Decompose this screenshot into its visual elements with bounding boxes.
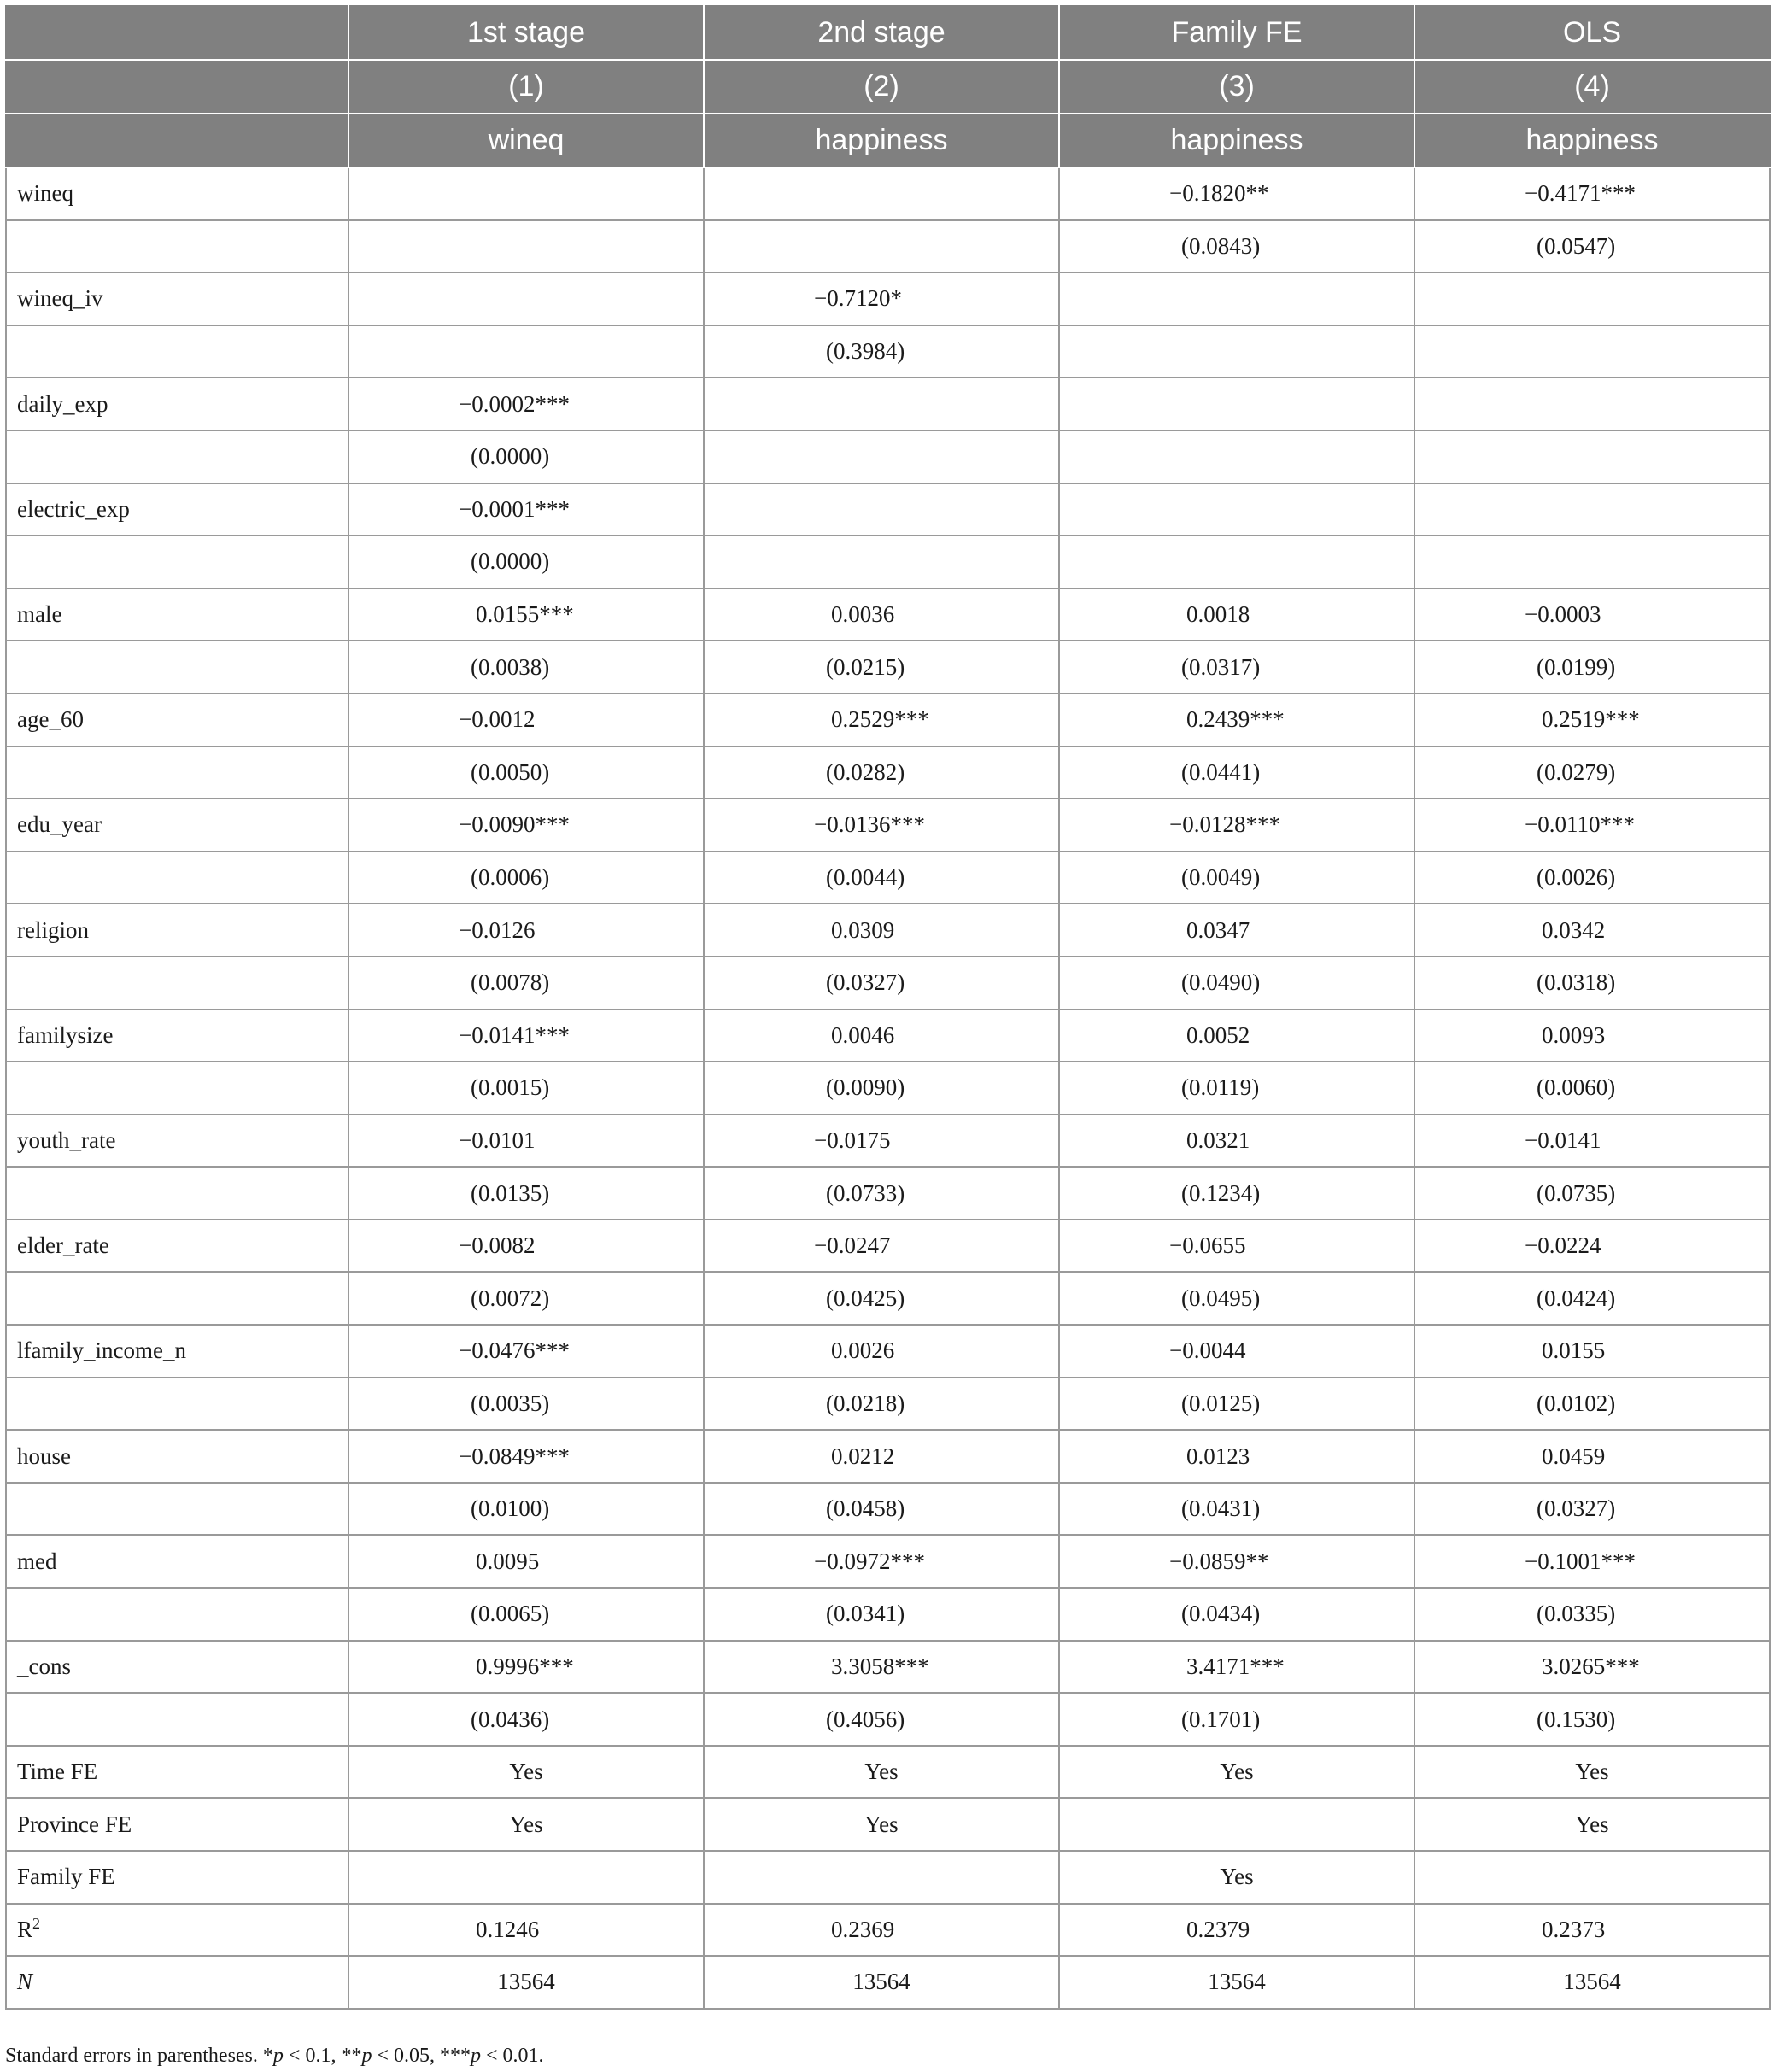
table-row: [6, 167, 1770, 220]
row-label: [6, 1535, 348, 1588]
table-header: [6, 6, 1770, 167]
table-row: [6, 1535, 1770, 1588]
row-label: [6, 272, 348, 325]
table-cell: 0.0347: [1059, 904, 1414, 957]
table-cell: −0.0476***: [348, 1325, 704, 1378]
row-label: [6, 904, 348, 957]
table-cell: (0.0199): [1414, 641, 1770, 694]
row-label-text: familysize: [17, 1021, 114, 1048]
header-cell: [6, 114, 348, 167]
table-row: [6, 1430, 1770, 1483]
table-cell: [348, 167, 704, 220]
table-row: [6, 1798, 1770, 1851]
table-cell: [704, 1851, 1059, 1904]
table-cell: 0.0155***: [348, 588, 704, 641]
table-cell: [704, 220, 1059, 273]
table-cell: 13564: [1414, 1956, 1770, 2009]
row-label: [6, 1272, 348, 1325]
table-row: [6, 694, 1770, 746]
table-cell: (0.0000): [348, 430, 704, 483]
table-cell: (0.1234): [1059, 1167, 1414, 1220]
table-cell: [1414, 1851, 1770, 1904]
table-cell: 13564: [704, 1956, 1059, 2009]
table-row: [6, 1851, 1770, 1904]
table-row: [6, 799, 1770, 852]
table-cell: [704, 483, 1059, 536]
regression-table: [5, 5, 1771, 2010]
table-row: [6, 1641, 1770, 1694]
table-cell: Yes: [348, 1746, 704, 1799]
table-cell: (0.0060): [1414, 1062, 1770, 1115]
table-cell: −0.0141***: [348, 1010, 704, 1062]
row-label-text: electric_exp: [17, 495, 130, 522]
table-cell: (0.0125): [1059, 1378, 1414, 1431]
table-cell: −0.0247: [704, 1220, 1059, 1273]
table-cell: 0.0212: [704, 1430, 1059, 1483]
table-cell: Yes: [348, 1798, 704, 1851]
table-cell: [348, 220, 704, 273]
table-cell: 0.1246: [348, 1904, 704, 1957]
table-row-std-errors: [6, 536, 1770, 588]
table-cell: (0.0135): [348, 1167, 704, 1220]
table-cell: −0.0136***: [704, 799, 1059, 852]
table-cell: (0.0335): [1414, 1588, 1770, 1641]
row-label: [6, 746, 348, 799]
table-cell: 0.0342: [1414, 904, 1770, 957]
table-cell: (0.0424): [1414, 1272, 1770, 1325]
table-cell: (0.3984): [704, 325, 1059, 378]
row-label: [6, 588, 348, 641]
row-label: [6, 1798, 348, 1851]
row-label-text: wineq: [17, 180, 73, 207]
row-label-text: _cons: [17, 1653, 71, 1679]
table-cell: (0.1701): [1059, 1693, 1414, 1746]
table-cell: (0.0318): [1414, 957, 1770, 1010]
header-cell: OLS: [1414, 6, 1770, 60]
table-cell: [1414, 536, 1770, 588]
table-row-std-errors: [6, 325, 1770, 378]
table-cell: (0.0078): [348, 957, 704, 1010]
table-cell: 0.2379: [1059, 1904, 1414, 1957]
row-label: [6, 220, 348, 273]
table-cell: (0.0006): [348, 852, 704, 904]
row-label-text: male: [17, 601, 62, 628]
header-cell: (4): [1414, 60, 1770, 114]
row-label: [6, 1430, 348, 1483]
row-label-text: N: [17, 1969, 33, 1995]
table-row-std-errors: [6, 1272, 1770, 1325]
table-cell: (0.0434): [1059, 1588, 1414, 1641]
table-row-std-errors: [6, 1693, 1770, 1746]
row-label: [6, 957, 348, 1010]
table-cell: −0.0126: [348, 904, 704, 957]
table-cell: (0.0000): [348, 536, 704, 588]
table-cell: 0.2439***: [1059, 694, 1414, 746]
row-label: [6, 1220, 348, 1273]
row-label-superscript: 2: [32, 1914, 41, 1932]
table-row-std-errors: [6, 1483, 1770, 1536]
table-cell: −0.0003: [1414, 588, 1770, 641]
table-row: [6, 1115, 1770, 1168]
table-cell: −0.0002***: [348, 378, 704, 430]
table-cell: −0.0141: [1414, 1115, 1770, 1168]
table-cell: (0.0490): [1059, 957, 1414, 1010]
table-cell: 0.2519***: [1414, 694, 1770, 746]
row-label: [6, 1588, 348, 1641]
table-row: [6, 483, 1770, 536]
table-cell: 0.0018: [1059, 588, 1414, 641]
table-cell: (0.0735): [1414, 1167, 1770, 1220]
row-label: [6, 1693, 348, 1746]
table-row: [6, 272, 1770, 325]
header-cell: [6, 60, 348, 114]
row-label: [6, 1325, 348, 1378]
table-cell: 0.0093: [1414, 1010, 1770, 1062]
row-label: [6, 430, 348, 483]
row-label: [6, 1062, 348, 1115]
table-row: [6, 1325, 1770, 1378]
table-cell: [1059, 1798, 1414, 1851]
table-cell: (0.0327): [704, 957, 1059, 1010]
table-cell: 3.0265***: [1414, 1641, 1770, 1694]
table-cell: −0.1820**: [1059, 167, 1414, 220]
table-cell: (0.0341): [704, 1588, 1059, 1641]
table-row-std-errors: [6, 1062, 1770, 1115]
table-cell: (0.0547): [1414, 220, 1770, 273]
table-cell: [704, 378, 1059, 430]
table-row-std-errors: [6, 1167, 1770, 1220]
table-cell: [348, 325, 704, 378]
table-cell: 0.0052: [1059, 1010, 1414, 1062]
table-cell: 0.2529***: [704, 694, 1059, 746]
table-cell: −0.7120*: [704, 272, 1059, 325]
table-cell: (0.0119): [1059, 1062, 1414, 1115]
header-cell: happiness: [704, 114, 1059, 167]
table-cell: (0.0282): [704, 746, 1059, 799]
table-cell: (0.0215): [704, 641, 1059, 694]
table-row: [6, 378, 1770, 430]
table-row-std-errors: [6, 1588, 1770, 1641]
table-row-std-errors: [6, 957, 1770, 1010]
table-cell: (0.0327): [1414, 1483, 1770, 1536]
table-cell: −0.0082: [348, 1220, 704, 1273]
row-label: [6, 1483, 348, 1536]
table-row: [6, 588, 1770, 641]
table-cell: [1059, 325, 1414, 378]
table-row: [6, 1746, 1770, 1799]
table-cell: 0.0036: [704, 588, 1059, 641]
table-cell: [704, 167, 1059, 220]
table-cell: [1059, 272, 1414, 325]
table-cell: (0.0425): [704, 1272, 1059, 1325]
table-row-std-errors: [6, 852, 1770, 904]
table-cell: (0.0279): [1414, 746, 1770, 799]
table-cell: [348, 1851, 704, 1904]
table-cell: (0.0049): [1059, 852, 1414, 904]
table-cell: 0.2369: [704, 1904, 1059, 1957]
row-label: [6, 1746, 348, 1799]
table-cell: 13564: [1059, 1956, 1414, 2009]
table-cell: Yes: [1059, 1746, 1414, 1799]
table-cell: −0.0001***: [348, 483, 704, 536]
table-cell: (0.0495): [1059, 1272, 1414, 1325]
row-label: [6, 799, 348, 852]
table-row: [6, 904, 1770, 957]
table-cell: Yes: [1059, 1851, 1414, 1904]
row-label-text: Province FE: [17, 1811, 132, 1837]
row-label-text: Family FE: [17, 1864, 115, 1890]
row-label-text: elder_rate: [17, 1232, 109, 1259]
row-label: [6, 1641, 348, 1694]
row-label-text: age_60: [17, 706, 84, 733]
table-cell: (0.0100): [348, 1483, 704, 1536]
row-label: [6, 1010, 348, 1062]
table-cell: 0.2373: [1414, 1904, 1770, 1957]
table-cell: (0.0218): [704, 1378, 1059, 1431]
table-cell: 0.0095: [348, 1535, 704, 1588]
table-row-std-errors: [6, 220, 1770, 273]
table-cell: 0.9996***: [348, 1641, 704, 1694]
row-label: [6, 167, 348, 220]
row-label-text: daily_exp: [17, 390, 108, 417]
header-cell: wineq: [348, 114, 704, 167]
table-cell: −0.0972***: [704, 1535, 1059, 1588]
header-cell: Family FE: [1059, 6, 1414, 60]
header-cell: (1): [348, 60, 704, 114]
table-cell: (0.0317): [1059, 641, 1414, 694]
table-row: [6, 1904, 1770, 1957]
table-row-std-errors: [6, 1378, 1770, 1431]
row-label-text: edu_year: [17, 811, 102, 838]
table-row: [6, 1956, 1770, 2009]
table-row-std-errors: [6, 641, 1770, 694]
table-cell: 0.0309: [704, 904, 1059, 957]
row-label: [6, 1851, 348, 1904]
table-cell: 0.0123: [1059, 1430, 1414, 1483]
table-cell: −0.0849***: [348, 1430, 704, 1483]
table-cell: −0.1001***: [1414, 1535, 1770, 1588]
row-label-text: R: [17, 1916, 33, 1942]
table-cell: (0.0050): [348, 746, 704, 799]
table-cell: [1059, 378, 1414, 430]
table-cell: −0.0224: [1414, 1220, 1770, 1273]
table-cell: 0.0046: [704, 1010, 1059, 1062]
row-label: [6, 1378, 348, 1431]
table-cell: 0.0459: [1414, 1430, 1770, 1483]
table-cell: Yes: [1414, 1746, 1770, 1799]
table-cell: 3.3058***: [704, 1641, 1059, 1694]
table-cell: (0.0044): [704, 852, 1059, 904]
table-cell: (0.0065): [348, 1588, 704, 1641]
table-row-std-errors: [6, 430, 1770, 483]
table-cell: −0.0859**: [1059, 1535, 1414, 1588]
header-cell: happiness: [1414, 114, 1770, 167]
header-row-model-names: [6, 6, 1770, 60]
header-cell: 2nd stage: [704, 6, 1059, 60]
table-cell: (0.0733): [704, 1167, 1059, 1220]
header-row-column-numbers: [6, 60, 1770, 114]
table-cell: −0.0101: [348, 1115, 704, 1168]
table-cell: (0.0072): [348, 1272, 704, 1325]
table-cell: −0.0110***: [1414, 799, 1770, 852]
table-cell: Yes: [1414, 1798, 1770, 1851]
row-label-text: wineq_iv: [17, 285, 103, 312]
header-cell: 1st stage: [348, 6, 704, 60]
table-row-std-errors: [6, 746, 1770, 799]
row-label: [6, 852, 348, 904]
header-row-dependent-vars: [6, 114, 1770, 167]
row-label-text: Time FE: [17, 1759, 98, 1785]
table-cell: 3.4171***: [1059, 1641, 1414, 1694]
table-cell: [1414, 378, 1770, 430]
row-label-text: lfamily_income_n: [17, 1337, 186, 1364]
table-cell: [1059, 483, 1414, 536]
table-cell: (0.0035): [348, 1378, 704, 1431]
table-cell: −0.0090***: [348, 799, 704, 852]
row-label: [6, 483, 348, 536]
table-cell: −0.0012: [348, 694, 704, 746]
header-cell: (3): [1059, 60, 1414, 114]
row-label: [6, 1904, 348, 1957]
table-cell: (0.0026): [1414, 852, 1770, 904]
table-cell: [348, 272, 704, 325]
table-row: [6, 1220, 1770, 1273]
header-cell: [6, 6, 348, 60]
row-label: [6, 378, 348, 430]
table-cell: [1414, 272, 1770, 325]
table-cell: [1059, 536, 1414, 588]
table-cell: 13564: [348, 1956, 704, 2009]
table-cell: (0.0458): [704, 1483, 1059, 1536]
table-cell: 0.0026: [704, 1325, 1059, 1378]
table-cell: (0.0441): [1059, 746, 1414, 799]
table-cell: [1414, 325, 1770, 378]
footnote-text: Standard errors in parentheses. *p < 0.1, **p < 0.05, ***p < 0.01.: [5, 2045, 544, 2067]
row-label-text: religion: [17, 916, 89, 943]
table-row: [6, 1010, 1770, 1062]
table-cell: (0.0102): [1414, 1378, 1770, 1431]
table-cell: (0.0015): [348, 1062, 704, 1115]
table-cell: (0.0090): [704, 1062, 1059, 1115]
table-cell: (0.0436): [348, 1693, 704, 1746]
header-cell: happiness: [1059, 114, 1414, 167]
row-label: [6, 694, 348, 746]
table-cell: [1414, 483, 1770, 536]
row-label: [6, 641, 348, 694]
table-cell: 0.0321: [1059, 1115, 1414, 1168]
table-cell: (0.0038): [348, 641, 704, 694]
table-cell: −0.0044: [1059, 1325, 1414, 1378]
table-cell: −0.0175: [704, 1115, 1059, 1168]
table-cell: −0.0655: [1059, 1220, 1414, 1273]
table-cell: (0.1530): [1414, 1693, 1770, 1746]
table-cell: −0.0128***: [1059, 799, 1414, 852]
table-body: [6, 167, 1770, 2009]
table-cell: 0.0155: [1414, 1325, 1770, 1378]
table-footnote: [5, 2045, 544, 2068]
table-cell: (0.4056): [704, 1693, 1059, 1746]
header-cell: (2): [704, 60, 1059, 114]
row-label: [6, 536, 348, 588]
table-cell: [704, 430, 1059, 483]
row-label: [6, 325, 348, 378]
table-cell: −0.4171***: [1414, 167, 1770, 220]
table-cell: Yes: [704, 1798, 1059, 1851]
row-label-text: house: [17, 1443, 71, 1469]
table-cell: [1059, 430, 1414, 483]
table-cell: (0.0843): [1059, 220, 1414, 273]
table-cell: [704, 536, 1059, 588]
row-label-text: med: [17, 1548, 57, 1574]
table-cell: Yes: [704, 1746, 1059, 1799]
row-label-text: youth_rate: [17, 1127, 116, 1153]
table-cell: (0.0431): [1059, 1483, 1414, 1536]
row-label: [6, 1956, 348, 2009]
row-label: [6, 1115, 348, 1168]
table-cell: [1414, 430, 1770, 483]
row-label: [6, 1167, 348, 1220]
